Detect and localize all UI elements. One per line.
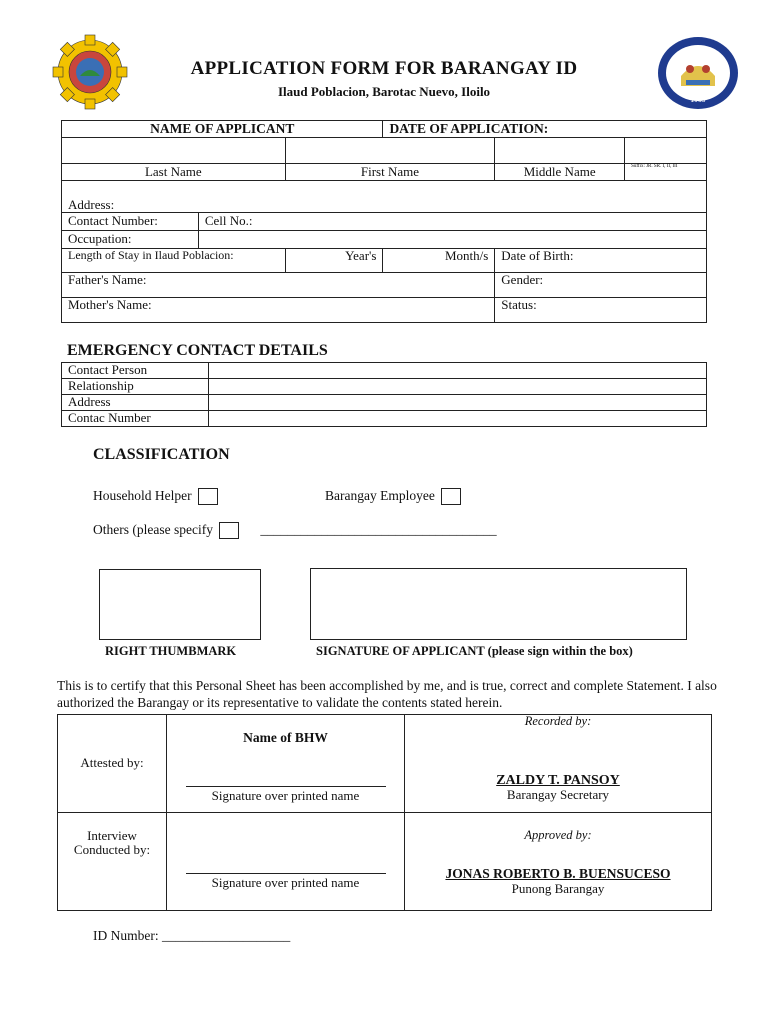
interview-label-line1: Interview: [87, 828, 137, 843]
emergency-contact-number-field[interactable]: [209, 411, 707, 427]
sig-over-name-label: Signature over printed name: [211, 875, 360, 890]
fathers-name-field[interactable]: [62, 273, 495, 298]
cell-no-label: Cell No.:: [204, 213, 253, 229]
address-field[interactable]: [62, 181, 707, 213]
sig-over-name-label: Signature over printed name: [211, 787, 360, 803]
emergency-row-label: Contact Person: [62, 363, 209, 379]
first-name-label: First Name: [285, 164, 495, 181]
last-name-field[interactable]: [62, 138, 286, 164]
interview-label-line2: Conducted by:: [73, 842, 151, 858]
date-of-application-label: DATE OF APPLICATION:: [383, 121, 707, 138]
emergency-address-field[interactable]: [209, 395, 707, 411]
middle-name-label: Middle Name: [495, 164, 625, 181]
middle-name-field[interactable]: [495, 138, 625, 164]
emergency-contact-table: [61, 362, 707, 427]
interviewer-signature-line: [186, 873, 386, 874]
thumbmark-caption: RIGHT THUMBMARK: [105, 644, 237, 658]
name-of-bhw-label: Name of BHW: [243, 730, 328, 745]
recorded-by-cell: [405, 715, 712, 813]
interviewer-signature-cell[interactable]: [167, 813, 405, 911]
others-checkbox[interactable]: [219, 522, 239, 539]
status-label: Status:: [501, 297, 537, 312]
recorded-by-label: Recorded by:: [524, 714, 592, 728]
mothers-name-label: Mother's Name:: [68, 297, 152, 312]
occupation-field[interactable]: [198, 231, 706, 249]
others-specify-line[interactable]: ___________________________________: [260, 522, 497, 537]
captain-title: Punong Barangay: [511, 880, 605, 896]
contact-number-label: Contact Number:: [62, 213, 199, 231]
form-subtitle: Ilaud Poblacion, Barotac Nuevo, Iloilo: [277, 84, 491, 99]
signature-box[interactable]: [310, 568, 687, 640]
applicant-info-table: [61, 120, 707, 323]
emergency-contact-heading: EMERGENCY CONTACT DETAILS: [67, 342, 328, 359]
approved-by-label: Approved by:: [524, 828, 592, 842]
relationship-field[interactable]: [209, 379, 707, 395]
last-name-label: Last Name: [62, 164, 286, 181]
household-helper-option: [93, 488, 218, 505]
id-number-row: [93, 928, 290, 944]
status-field[interactable]: [495, 298, 707, 323]
id-number-field[interactable]: ___________________: [161, 928, 291, 943]
date-of-birth-label: Date of Birth:: [501, 248, 574, 263]
years-field[interactable]: [285, 249, 383, 273]
first-name-field[interactable]: [285, 138, 495, 164]
gender-label: Gender:: [501, 272, 544, 287]
certification-statement: This is to certify that this Personal Sheet has been accomplished by me, and is true, correct and complete Statement. I also authorized the Barangay or its representative to validate the contents stated herein.: [57, 678, 717, 710]
emergency-row-label: Relationship: [62, 379, 209, 395]
length-of-stay-label: Length of Stay in Ilaud Poblacion:: [62, 249, 286, 273]
bhw-signature-cell[interactable]: [167, 715, 405, 813]
address-label: Address:: [68, 196, 115, 212]
signature-caption: SIGNATURE OF APPLICANT (please sign within the box): [316, 644, 633, 658]
emergency-row-label: Address: [62, 395, 209, 411]
others-label: Others (please specify: [93, 522, 213, 537]
others-option: [93, 522, 497, 539]
fathers-name-label: Father's Name:: [68, 272, 147, 287]
secretary-title: Barangay Secretary: [506, 787, 610, 803]
gender-field[interactable]: [495, 273, 707, 298]
secretary-name: ZALDY T. PANSOY: [496, 772, 620, 788]
mothers-name-field[interactable]: [62, 298, 495, 323]
household-helper-checkbox[interactable]: [198, 488, 218, 505]
barangay-employee-checkbox[interactable]: [441, 488, 461, 505]
emergency-row-label: Contac Number: [62, 411, 209, 427]
bhw-signature-line: [186, 786, 386, 787]
name-of-applicant-label: NAME OF APPLICANT: [62, 121, 383, 138]
signatures-table: [57, 714, 712, 911]
date-of-birth-field[interactable]: [495, 249, 707, 273]
approved-by-cell: [405, 813, 712, 911]
thumbmark-box[interactable]: [99, 569, 261, 640]
contact-person-field[interactable]: [209, 363, 707, 379]
classification-heading: CLASSIFICATION: [93, 446, 230, 463]
id-number-label: ID Number:: [93, 928, 159, 943]
suffix-label: Suffix: JR. SR. I, II, III: [625, 164, 707, 181]
attested-by-label: Attested by:: [58, 715, 167, 813]
form-title: APPLICATION FORM FOR BARANGAY ID: [190, 58, 578, 79]
months-field[interactable]: [383, 249, 495, 273]
barangay-employee-option: [325, 488, 461, 505]
cell-no-field[interactable]: [198, 213, 706, 231]
barangay-employee-label: Barangay Employee: [325, 488, 435, 503]
seal-year: 1983: [690, 97, 706, 104]
household-helper-label: Household Helper: [93, 488, 192, 503]
years-label: Year's: [345, 248, 377, 263]
suffix-field[interactable]: [625, 138, 707, 164]
months-label: Month/s: [444, 248, 489, 263]
occupation-label: Occupation:: [62, 231, 199, 249]
interview-conducted-by-label: [58, 813, 167, 911]
captain-name: JONAS ROBERTO B. BUENSUCESO: [445, 865, 671, 881]
